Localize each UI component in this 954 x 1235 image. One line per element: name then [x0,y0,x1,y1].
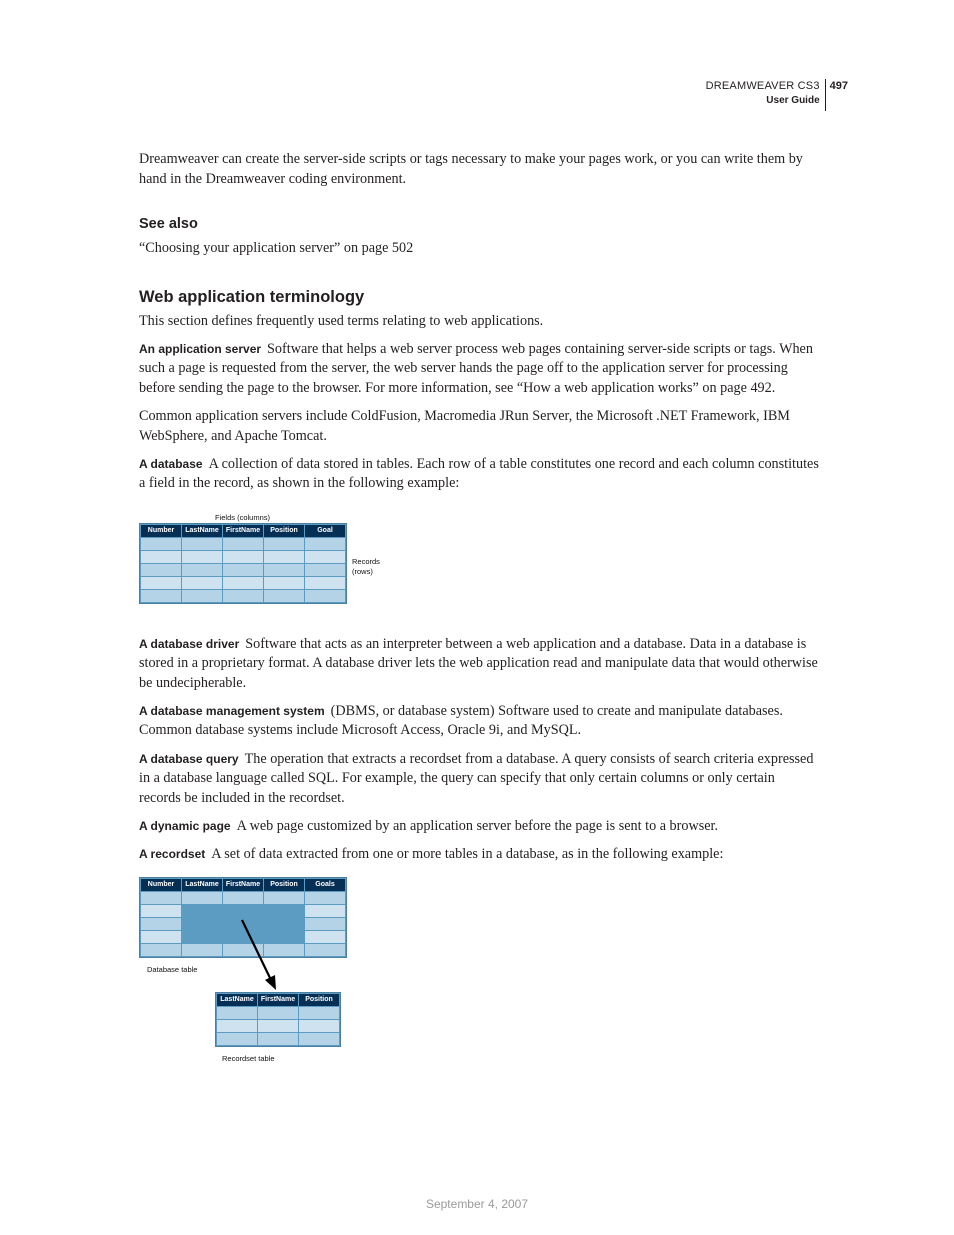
table-row [141,564,345,576]
database-table-caption: Database table [147,965,198,975]
database-table [139,523,347,604]
header-titles [706,79,826,111]
column-header: Goals [305,879,345,891]
term-label: An application server [139,341,262,356]
term-text: (DBMS, or database system) Software used to create and manipulate databases. Common database systems include Microsoft Access, Oracle 9i, and MySQL. [139,702,783,739]
page-content [139,150,819,1088]
fields-label: Fields (columns) [215,512,271,522]
table-row [217,1033,339,1045]
table-row [141,538,345,550]
column-header: Goal [305,525,345,537]
table-header-row [217,994,339,1006]
table-header-row [141,879,345,891]
term-text: A web page customized by an application server before the page is sent to a browser. [236,817,719,834]
see-also-heading: See also [139,216,198,233]
term-query [139,750,819,809]
term-label: A database [139,456,203,471]
column-header: Position [264,525,304,537]
table-row [217,1007,339,1019]
records-label-line-1: Records [352,556,380,566]
column-header: Position [264,879,304,891]
table-row [141,551,345,563]
recordset-table-caption: Recordset table [222,1054,275,1064]
term-label: A database driver [139,636,240,651]
records-label-line-2: (rows) [352,566,373,576]
term-driver [139,635,819,694]
term-label: A dynamic page [139,818,231,833]
term-label: A database management system [139,703,325,718]
table-row [141,892,345,904]
section-heading: Web application terminology [139,287,365,306]
column-header: FirstName [223,879,263,891]
table-row [141,590,345,602]
page-number: 497 [829,80,848,92]
extraction-arrow-icon [234,914,284,994]
app-server-note: Common application servers include ColdFusion, Macromedia JRun Server, the Microsoft .NET Framework, IBM WebSphere, and Apache Tomcat. [139,408,790,444]
recordset-table [215,992,341,1047]
term-text: A collection of data stored in tables. Each row of a table constitutes one record and each column constitutes a field in the record, as shown in the following example: [139,455,819,492]
column-header: LastName [182,525,222,537]
term-label: A recordset [139,846,206,861]
column-header: Position [299,994,339,1006]
see-also-link[interactable]: “Choosing your application server” on page 502 [139,240,414,257]
running-header [706,79,848,111]
column-header: FirstName [258,994,298,1006]
term-label: A database query [139,751,239,766]
column-header: LastName [182,879,222,891]
term-text: The operation that extracts a recordset from a database. A query consists of search criteria expressed in a database language called SQL. For example, the query can specify that only certain columns or only certain records be included in the recordset. [139,750,814,806]
term-dynamic-page [139,817,819,837]
term-app-server [139,340,819,399]
table-header-row [141,525,345,537]
database-table-figure [139,503,819,621]
table-row [217,1020,339,1032]
table-row [141,577,345,589]
term-dbms [139,702,819,741]
term-text: Software that helps a web server process web pages containing server-side scripts or tags. When such a page is requested from the server, the web server hands the page off to the application server for processing before sending the page to the browser. For more information, see “How a web application works” on page 492. [139,340,813,397]
recordset-figure [139,874,819,1074]
column-header: FirstName [223,525,263,537]
term-text: A set of data extracted from one or more tables in a database, as in the following example: [211,845,724,862]
term-database [139,455,819,494]
term-recordset [139,845,819,865]
term-text: Software that acts as an interpreter between a web application and a database. Data in a database is stored in a proprietary format. A database driver lets the web application read and manipulate data that would otherwise be undecipherable. [139,635,818,691]
column-header: Number [141,525,181,537]
intro-paragraph: Dreamweaver can create the server-side scripts or tags necessary to make your pages work, or you can write them by hand in the Dreamweaver coding environment. [139,151,803,187]
guide-name: User Guide [766,95,820,106]
column-header: LastName [217,994,257,1006]
column-header: Number [141,879,181,891]
records-label [352,557,380,577]
section-lead: This section defines frequently used terms relating to web applications. [139,312,544,329]
footer-date: September 4, 2007 [425,1197,529,1211]
product-name: DREAMWEAVER CS3 [705,80,820,92]
